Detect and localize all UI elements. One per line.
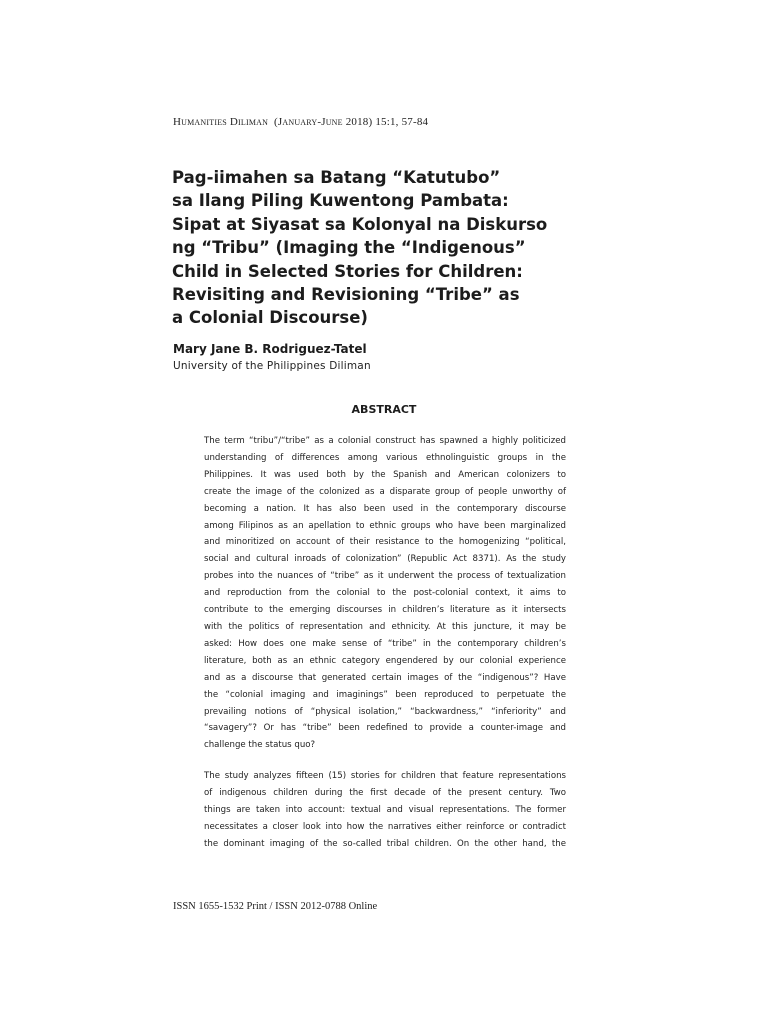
abstract-heading: ABSTRACT <box>351 403 417 416</box>
running-head <box>173 116 428 128</box>
journal-name: Humanities Diliman <box>173 116 269 128</box>
abstract-paragraph <box>204 433 566 754</box>
abstract-line: and as a discourse that generated certain images of the “indigenous”? Have <box>204 672 566 683</box>
abstract-line: and minoritized on account of their resistance to the homogenizing “political, <box>204 537 566 548</box>
abstract-line: and reproduction from the colonial to the post-colonial context, it aims to <box>204 588 566 599</box>
abstract-line: among Filipinos as an apellation to ethnic groups who have been marginalized <box>204 520 566 531</box>
abstract-line: of indigenous children during the first decade of the present century. Two <box>204 788 566 799</box>
title-line: Pag-iimahen sa Batang “Katutubo” <box>172 168 501 187</box>
abstract-line: The study analyzes fifteen (15) stories for children that feature representations <box>204 771 566 782</box>
author-name: Mary Jane B. Rodriguez-Tatel <box>173 342 367 356</box>
title-line: a Colonial Discourse) <box>172 308 368 328</box>
abstract-line: The term “tribu”/“tribe” as a colonial construct has spawned a highly politicized <box>204 436 566 446</box>
abstract-paragraph <box>204 768 566 853</box>
author-affiliation: University of the Philippines Diliman <box>173 360 371 372</box>
issue-date: (January-June 2018) <box>274 116 373 128</box>
abstract-line: understanding of differences among various ethnolinguistic groups in the <box>204 452 566 463</box>
abstract-line: becoming a nation. It has also been used in the contemporary discourse <box>204 503 566 514</box>
abstract-line: necessitates a closer look into how the narratives either reinforce or contradict <box>204 821 566 832</box>
abstract-line: Philippines. It was used both by the Spanish and American colonizers to <box>204 469 566 480</box>
title-line: Revisiting and Revisioning “Tribe” as <box>172 285 520 305</box>
title-line: sa Ilang Piling Kuwentong Pambata: <box>172 191 509 211</box>
abstract-line: challenge the status quo? <box>204 740 316 751</box>
abstract-line: the “colonial imaging and imaginings” been reproduced to perpetuate the <box>204 689 566 700</box>
title-line: Sipat at Siyasat sa Kolonyal na Diskurso <box>172 214 548 234</box>
title-line: Child in Selected Stories for Children: <box>172 261 523 281</box>
abstract-line: asked: How does one make sense of “tribe” in the contemporary children’s <box>204 638 566 649</box>
title-line: ng “Tribu” (Imaging the “Indigenous” <box>172 238 526 258</box>
abstract-line: “savagery”? Or has “tribe” been redefined to provide a counter-image and <box>204 723 566 734</box>
abstract-line: literature, both as an ethnic category engendered by our colonial experience <box>204 655 566 666</box>
abstract-line: the dominant imaging of the so-called tribal children. On the other hand, the <box>204 838 566 849</box>
abstract-line: with the politics of representation and ethnicity. At this juncture, it may be <box>204 621 566 632</box>
abstract-body <box>204 433 566 853</box>
abstract-line: social and cultural inroads of colonization” (Republic Act 8371). As the study <box>204 554 566 565</box>
article-title <box>172 166 692 330</box>
abstract-line: probes into the nuances of “tribe” as it underwent the process of textualization <box>204 571 566 582</box>
abstract-line: contribute to the emerging discourses in children’s literature as it intersects <box>204 605 566 616</box>
abstract-line: prevailing notions of “physical isolation,” “backwardness,” “inferiority” and <box>204 706 566 717</box>
volume-pages: 15:1, 57-84 <box>375 116 429 128</box>
abstract-line: create the image of the colonized as a disparate group of people unworthy of <box>204 486 566 497</box>
issn-footer: ISSN 1655-1532 Print / ISSN 2012-0788 Online <box>173 901 378 912</box>
abstract-line: things are taken into account: textual and visual representations. The former <box>204 805 566 816</box>
